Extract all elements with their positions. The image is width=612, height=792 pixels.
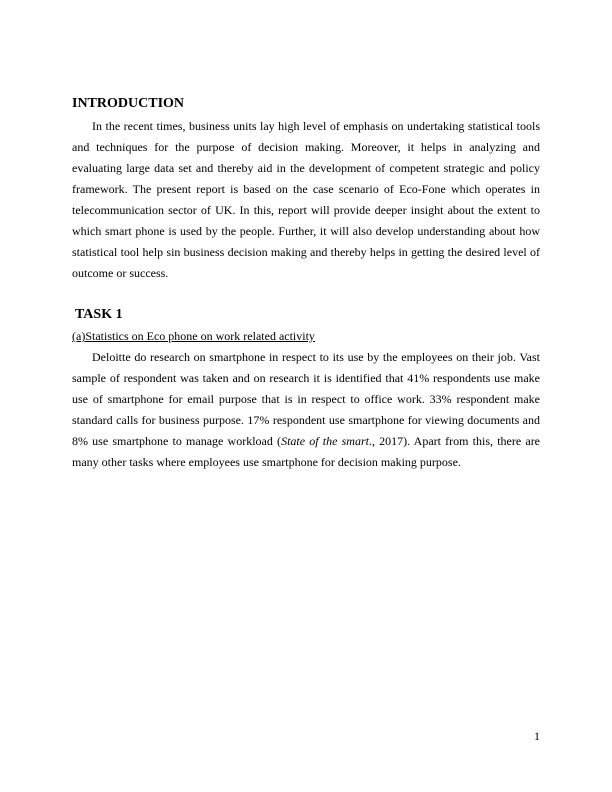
task-1-paragraph-text: Deloitte do research on smartphone in respect to its use by the employees on their job. Vast sample of respondent was taken and on research it is identified that 41% respondents use make use of smartphone for email purpose that is in respect to office work. 33% respondent make standard calls for business purpose. 17% respondent use smartphone for viewing documents and 8% use smartphone to manage workload ( [72,350,540,448]
introduction-heading: INTRODUCTION [72,96,185,111]
page-content [72,94,540,473]
task-1-subheading: (a)Statistics on Eco phone on work related activity [72,329,315,343]
task-1-paragraph-text-end: ., 2017). Apart from this, there are many other tasks where employees use smartphone for decision making purpose. [72,434,541,469]
introduction-paragraph: In the recent times, business units lay high level of emphasis on undertaking statistical tools and techniques for the purpose of decision making. Moreover, it helps in analyzing and evaluating large data set and thereby aid in the development of competent strategic and policy framework. The present report is based on the case scenario of Eco-Fone which operates in telecommunication sector of UK. In this, report will provide deeper insight about the extent to which smart phone is used by the people. Further, it will also develop understanding about how statistical tool help sin business decision making and thereby helps in getting the desired level of outcome or success. [72,119,540,280]
task-1-heading: TASK 1 [75,307,123,322]
task-1-paragraph [72,347,540,473]
page-number: 1 [534,729,540,743]
citation-title: State of the smart [281,434,369,448]
